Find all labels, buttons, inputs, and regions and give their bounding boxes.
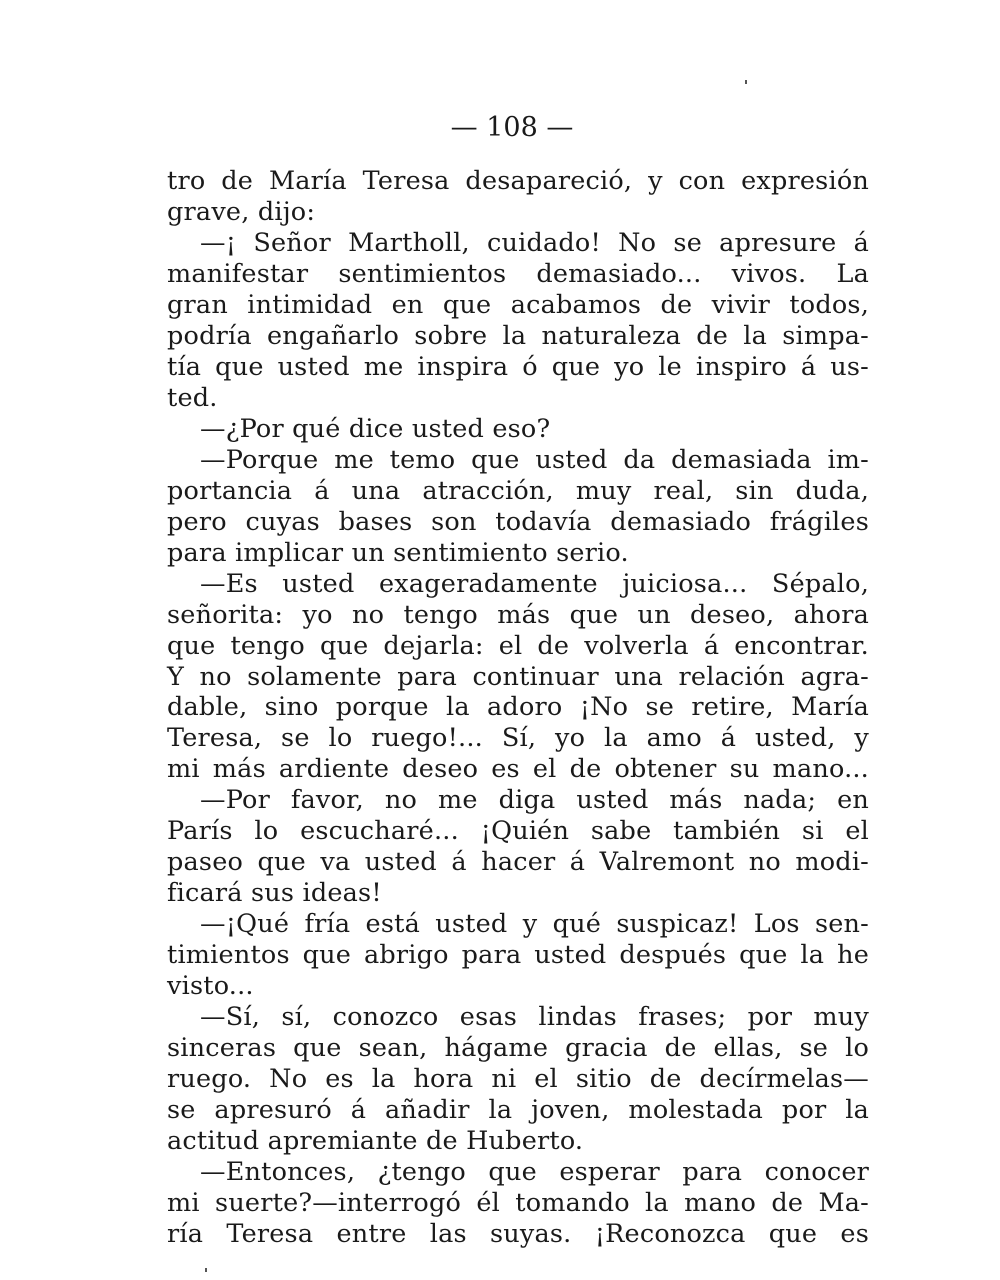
text-line: manifestar sentimientos demasiado... vivos. La: [167, 258, 869, 289]
text-line: ficará sus ideas!: [167, 878, 382, 909]
text-line: —Porque me temo que usted da demasiada im-: [200, 444, 869, 475]
text-line: mi suerte?—interrogó él tomando la mano de Ma-: [167, 1187, 869, 1218]
text-line: —Sí, sí, conozco esas lindas frases; por muy: [200, 1002, 869, 1033]
text-line: grave, dijo:: [167, 196, 316, 227]
text-line: paseo que va usted á hacer á Valremont no modi-: [167, 847, 869, 878]
text-line: timientos que abrigo para usted después que la he: [167, 940, 869, 971]
text-line: —Por favor, no me diga usted más nada; en: [200, 785, 869, 816]
text-line: para implicar un sentimiento serio.: [167, 537, 629, 568]
text-line: —Entonces, ¿tengo que esperar para conocer: [200, 1157, 869, 1187]
text-line: podría engañarlo sobre la naturaleza de la simpa-: [167, 320, 869, 351]
text-line: Teresa, se lo ruego!... Sí, yo la amo á usted, y: [167, 723, 869, 754]
scan-speck: [745, 80, 747, 84]
text-line: tía que usted me inspira ó que yo le inspiro á us-: [167, 351, 869, 382]
text-line: —¡Qué fría está usted y qué suspicaz! Los sen-: [200, 909, 869, 940]
text-line: —¡ Señor Martholl, cuidado! No se apresure á: [200, 227, 869, 258]
text-line: actitud apremiante de Huberto.: [167, 1126, 584, 1157]
text-line: gran intimidad en que acabamos de vivir todos,: [167, 289, 869, 320]
text-line: ted.: [167, 382, 218, 413]
text-line: tro de María Teresa desapareció, y con expresión: [167, 166, 869, 196]
page-number: — 108 —: [450, 112, 574, 143]
text-line: Y no solamente para continuar una relación agra-: [167, 661, 869, 692]
scan-speck: [205, 1268, 207, 1272]
text-line: que tengo que dejarla: el de volverla á encontrar.: [167, 630, 869, 661]
text-line: mi más ardiente deseo es el de obtener su mano...: [167, 754, 869, 785]
text-line: pero cuyas bases son todavía demasiado frágiles: [167, 506, 869, 537]
text-line: ría Teresa entre las suyas. ¡Reconozca que es: [167, 1218, 869, 1249]
text-line: —Es usted exageradamente juiciosa... Sépalo,: [200, 568, 869, 599]
text-line: —¿Por qué dice usted eso?: [200, 413, 551, 444]
text-line: se apresuró á añadir la joven, molestada por la: [167, 1095, 869, 1126]
text-line: sinceras que sean, hágame gracia de ellas, se lo: [167, 1033, 869, 1064]
text-line: ruego. No es la hora ni el sitio de decírmelas—: [167, 1064, 869, 1095]
body-text: [167, 166, 869, 1250]
text-line: París lo escucharé... ¡Quién sabe también si el: [167, 816, 869, 847]
text-line: dable, sino porque la adoro ¡No se retire, María: [167, 692, 869, 723]
text-line: portancia á una atracción, muy real, sin duda,: [167, 475, 869, 506]
text-line: señorita: yo no tengo más que un deseo, ahora: [167, 599, 869, 630]
text-line: visto...: [167, 971, 254, 1002]
